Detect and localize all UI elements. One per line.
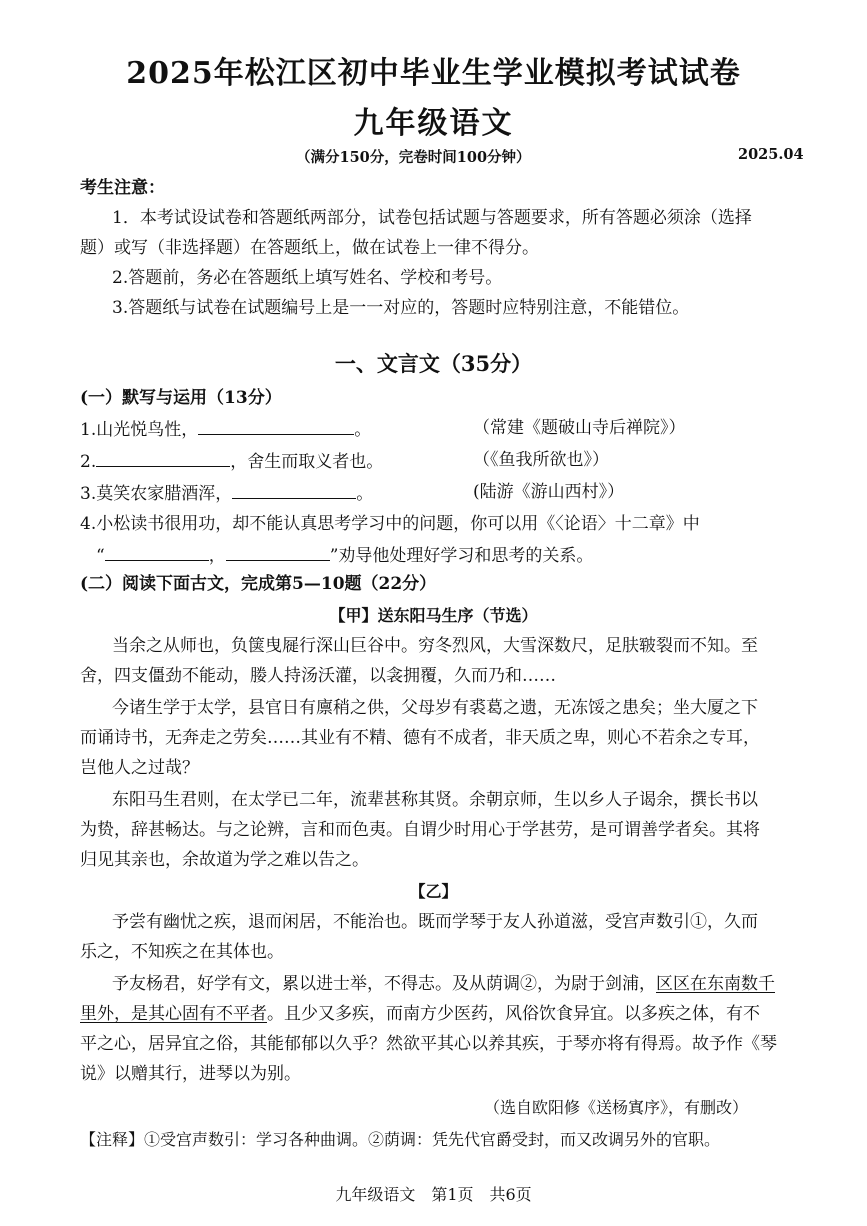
annotation-notes: 【注释】①受宫声数引：学习各种曲调。②荫调：凭先代官爵受封，而又改调另外的官职。 bbox=[80, 1130, 721, 1149]
question-1 bbox=[80, 416, 371, 442]
q4-close: ”劝导他处理好学习和思考的关系。 bbox=[329, 546, 594, 566]
notice-item-1-line-1: 1．本考试设试卷和答题纸两部分，试卷包括试题与答题要求，所有答题必须涂（选择 bbox=[112, 208, 752, 228]
yi-line bbox=[112, 972, 775, 996]
part1-title: (一）默写与运用（13分） bbox=[80, 388, 282, 408]
page-subtitle: 九年级语文 bbox=[353, 106, 514, 141]
jia-line: 舍，四支僵劲不能动，媵人持汤沃灌，以衾拥覆，久而乃和…… bbox=[80, 666, 556, 686]
q3-end: 。 bbox=[356, 484, 374, 504]
q1-source: （常建《题破山寺后禅院》） bbox=[473, 418, 686, 438]
exam-meta: （满分150分，完卷时间100分钟） bbox=[296, 149, 531, 166]
q2-answer-blank[interactable] bbox=[96, 448, 230, 467]
page-footer: 九年级语文 第1页 共6页 bbox=[335, 1185, 532, 1204]
page-title: 2025年松江区初中毕业生学业模拟考试试卷 bbox=[126, 56, 741, 91]
yi-line: 乐之，不知疾之在其体也。 bbox=[80, 942, 284, 962]
notice-item-3: 3.答题纸与试卷在试题编号上是一一对应的，答题时应特别注意，不能错位。 bbox=[112, 298, 690, 318]
underlined-sentence: 里外，是其心固有不平者 bbox=[80, 1004, 267, 1024]
yi-text: 。且少又多疾，而南方少医药，风俗饮食异宜。以多疾之体，有不 bbox=[267, 1004, 760, 1024]
exam-date: 2025.04 bbox=[738, 146, 804, 163]
q2-num: 2. bbox=[80, 452, 97, 472]
notice-heading: 考生注意： bbox=[80, 178, 165, 198]
q4-open-quote: “ bbox=[96, 546, 105, 566]
q4-comma: ， bbox=[208, 546, 226, 566]
q3-answer-blank[interactable] bbox=[232, 480, 356, 499]
yi-line bbox=[80, 1002, 760, 1026]
jia-line: 当余之从师也，负箧曳屣行深山巨谷中。穷冬烈风，大雪深数尺，足肤皲裂而不知。至 bbox=[112, 636, 758, 656]
passage-yi-title: 【乙】 bbox=[409, 882, 458, 901]
passage-source: （选自欧阳修《送杨寘序》，有删改） bbox=[484, 1098, 749, 1117]
yi-text: 予友杨君，好学有文，累以进士举，不得志。及从荫调②，为尉于剑浦， bbox=[112, 974, 656, 994]
q3-text: 3.莫笑农家腊酒浑， bbox=[80, 484, 233, 504]
notice-item-1-line-2: 题）或写（非选择题）在答题纸上，做在试卷上一律不得分。 bbox=[80, 238, 539, 258]
jia-line: 今诸生学于太学，县官日有廪稍之供，父母岁有裘葛之遗，无冻馁之患矣；坐大厦之下 bbox=[112, 698, 758, 718]
yi-line: 平之心，居异宜之俗，其能郁郁以久乎？然欲平其心以养其疾，于琴亦将有得焉。故予作《琴 bbox=[80, 1034, 777, 1054]
yi-line: 予尝有幽忧之疾，退而闲居，不能治也。既而学琴于友人孙道滋，受宫声数引①，久而 bbox=[112, 912, 758, 932]
question-2 bbox=[80, 448, 383, 474]
q1-answer-blank[interactable] bbox=[198, 416, 354, 435]
question-4-line-2 bbox=[96, 542, 593, 568]
jia-line: 归见其亲也，余故道为学之难以告之。 bbox=[80, 850, 369, 870]
notice-item-2: 2.答题前，务必在答题纸上填写姓名、学校和考号。 bbox=[112, 268, 503, 288]
q2-source: （《鱼我所欲也》） bbox=[473, 450, 609, 470]
yi-line: 说》以赠其行，进琴以为别。 bbox=[80, 1064, 301, 1084]
underlined-sentence: 区区在东南数千 bbox=[656, 974, 775, 994]
jia-line: 岂他人之过哉？ bbox=[80, 758, 199, 778]
q1-text: 1.山光悦鸟性， bbox=[80, 420, 199, 440]
question-3 bbox=[80, 480, 373, 506]
q1-end: 。 bbox=[354, 420, 372, 440]
jia-line: 而诵诗书，无奔走之劳矣……其业有不精、德有不成者，非天质之卑，则心不若余之专耳， bbox=[80, 728, 760, 748]
part2-title: (二）阅读下面古文，完成第5—10题（22分） bbox=[80, 574, 437, 594]
q4-answer-blank-1[interactable] bbox=[105, 542, 209, 561]
passage-jia-title: 【甲】送东阳马生序（节选） bbox=[329, 606, 538, 625]
q4-answer-blank-2[interactable] bbox=[226, 542, 330, 561]
question-4-line-1: 4.小松读书很用功，却不能认真思考学习中的问题，你可以用《〈论语〉十二章》中 bbox=[80, 514, 700, 534]
q2-text: ，舍生而取义者也。 bbox=[230, 452, 384, 472]
section-title: 一、文言文（35分） bbox=[334, 351, 533, 376]
jia-line: 为贽，辞甚畅达。与之论辨，言和而色夷。自谓少时用心于学甚劳，是可谓善学者矣。其将 bbox=[80, 820, 760, 840]
q3-source: (陆游《游山西村》） bbox=[473, 482, 625, 502]
jia-line: 东阳马生君则，在太学已二年，流辈甚称其贤。余朝京师，生以乡人子谒余，撰长书以 bbox=[112, 790, 758, 810]
